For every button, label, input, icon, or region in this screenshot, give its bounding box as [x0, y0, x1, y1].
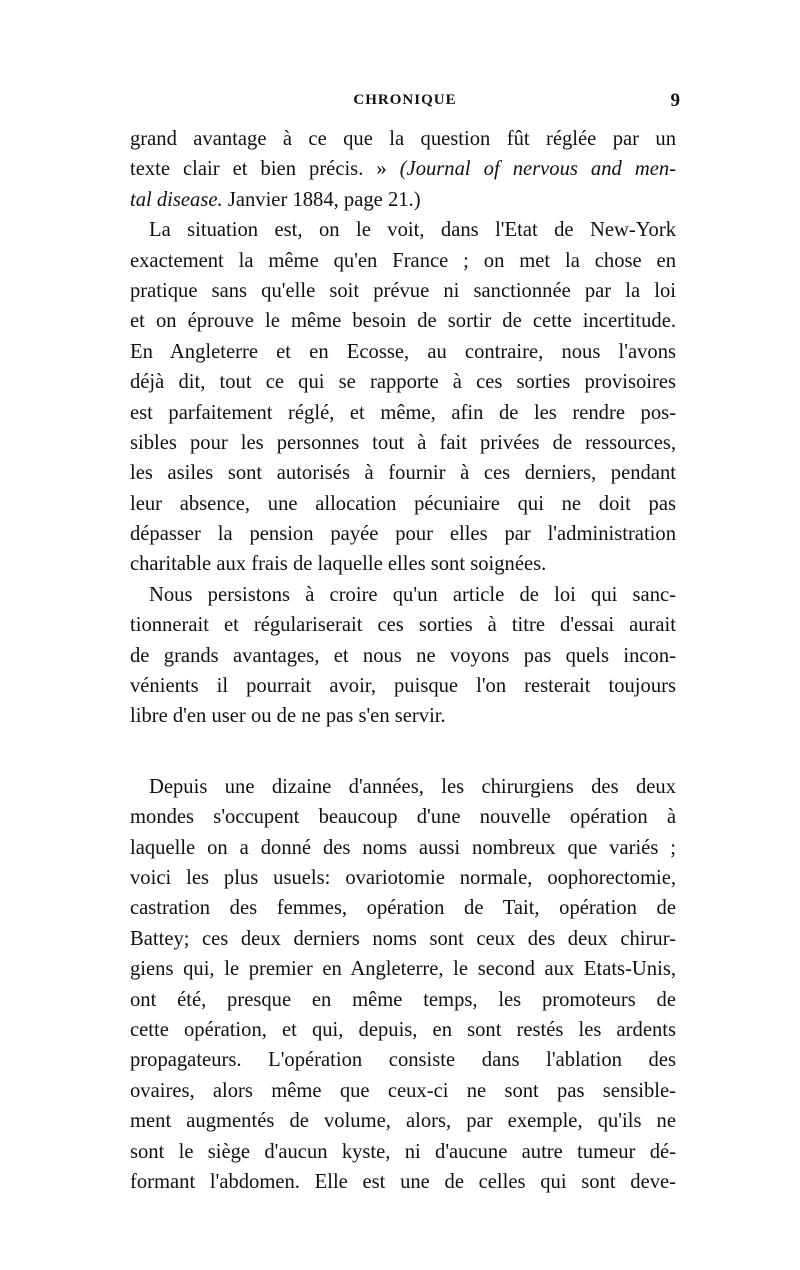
text-line: les asiles sont autorisés à fournir à ces derniers, pendant — [130, 462, 676, 485]
page-header — [130, 92, 680, 118]
text-line: grand avantage à ce que la question fût réglée par un — [130, 128, 676, 150]
text-line: dépasser la pension payée pour elles par l'administration — [130, 523, 676, 546]
text-line: leur absence, une allocation pécuniaire qui ne doit pas — [130, 492, 676, 515]
text-line: vénients il pourrait avoir, puisque l'on resterait toujours — [130, 675, 676, 698]
page-number: 9 — [670, 90, 680, 111]
text-line: charitable aux frais de laquelle elles sont soignées. — [130, 553, 547, 576]
text-line: propagateurs. L'opération consiste dans l'ablation des — [130, 1049, 676, 1072]
text-line: laquelle on a donné des noms aussi nombreux que variés ; — [130, 836, 676, 859]
text-line: libre d'en user ou de ne pas s'en servir. — [130, 705, 446, 728]
text-line — [130, 154, 676, 184]
section-break — [130, 732, 676, 772]
body-text — [130, 124, 676, 1197]
text-line: giens qui, le premier en Angleterre, le second aux Etats-Unis, — [130, 958, 676, 981]
text-line: cette opération, et qui, depuis, en sont restés les ardents — [130, 1018, 676, 1041]
text-line: ment augmentés de volume, alors, par exemple, qu'ils ne — [130, 1110, 676, 1133]
text-line: En Angleterre et en Ecosse, au contraire, nous l'avons — [130, 340, 676, 363]
text-line: formant l'abdomen. Elle est une de celles qui sont deve- — [130, 1170, 676, 1193]
text-line: exactement la même qu'en France ; on met la chose en — [130, 249, 676, 272]
citation-details: Janvier 1884, page 21.) — [227, 188, 421, 211]
text-line: pratique sans qu'elle soit prévue ni sanctionnée par la loi — [130, 279, 676, 302]
paragraph-3 — [130, 580, 676, 732]
text-line: sibles pour les personnes tout à fait privées de ressources, — [130, 431, 676, 454]
paragraph-2 — [130, 215, 676, 580]
text-line: ovaires, alors même que ceux-ci ne sont pas sensible- — [130, 1079, 676, 1102]
text-line: Nous persistons à croire qu'un article de loi qui sanc- — [149, 583, 676, 606]
text-line — [130, 185, 676, 215]
text-line: tionnerait et régulariserait ces sorties à titre d'essai aurait — [130, 614, 676, 637]
paragraph-1 — [130, 124, 676, 215]
paragraph-4 — [130, 772, 676, 1197]
text-line: sont le siège d'aucun kyste, ni d'aucune autre tumeur dé- — [130, 1140, 676, 1163]
text-line: de grands avantages, et nous ne voyons pas quels incon- — [130, 644, 676, 667]
text-line: La situation est, on le voit, dans l'Etat de New-York — [149, 219, 676, 242]
text-line: et on éprouve le même besoin de sortir de cette incertitude. — [130, 310, 676, 333]
text-line: ont été, presque en même temps, les promoteurs de — [130, 988, 676, 1011]
text-line: Depuis une dizaine d'années, les chirurgiens des deux — [149, 775, 676, 798]
running-title: CHRONIQUE — [353, 92, 457, 108]
text-line: castration des femmes, opération de Tait, opération de — [130, 897, 676, 920]
citation-title-end: tal disease. — [130, 188, 223, 211]
citation-title: (Journal of nervous and men- — [399, 158, 677, 181]
text-line: est parfaitement réglé, et même, afin de les rendre pos- — [130, 401, 676, 424]
text-line: mondes s'occupent beaucoup d'une nouvelle opération à — [130, 806, 676, 829]
text-line: Battey; ces deux derniers noms sont ceux des deux chirur- — [130, 927, 676, 950]
text-line: déjà dit, tout ce qui se rapporte à ces sorties provisoires — [130, 371, 676, 394]
text-line: voici les plus usuels: ovariotomie normale, oophorectomie, — [130, 866, 676, 889]
text-line-segment: texte clair et bien précis. » — [130, 158, 400, 181]
